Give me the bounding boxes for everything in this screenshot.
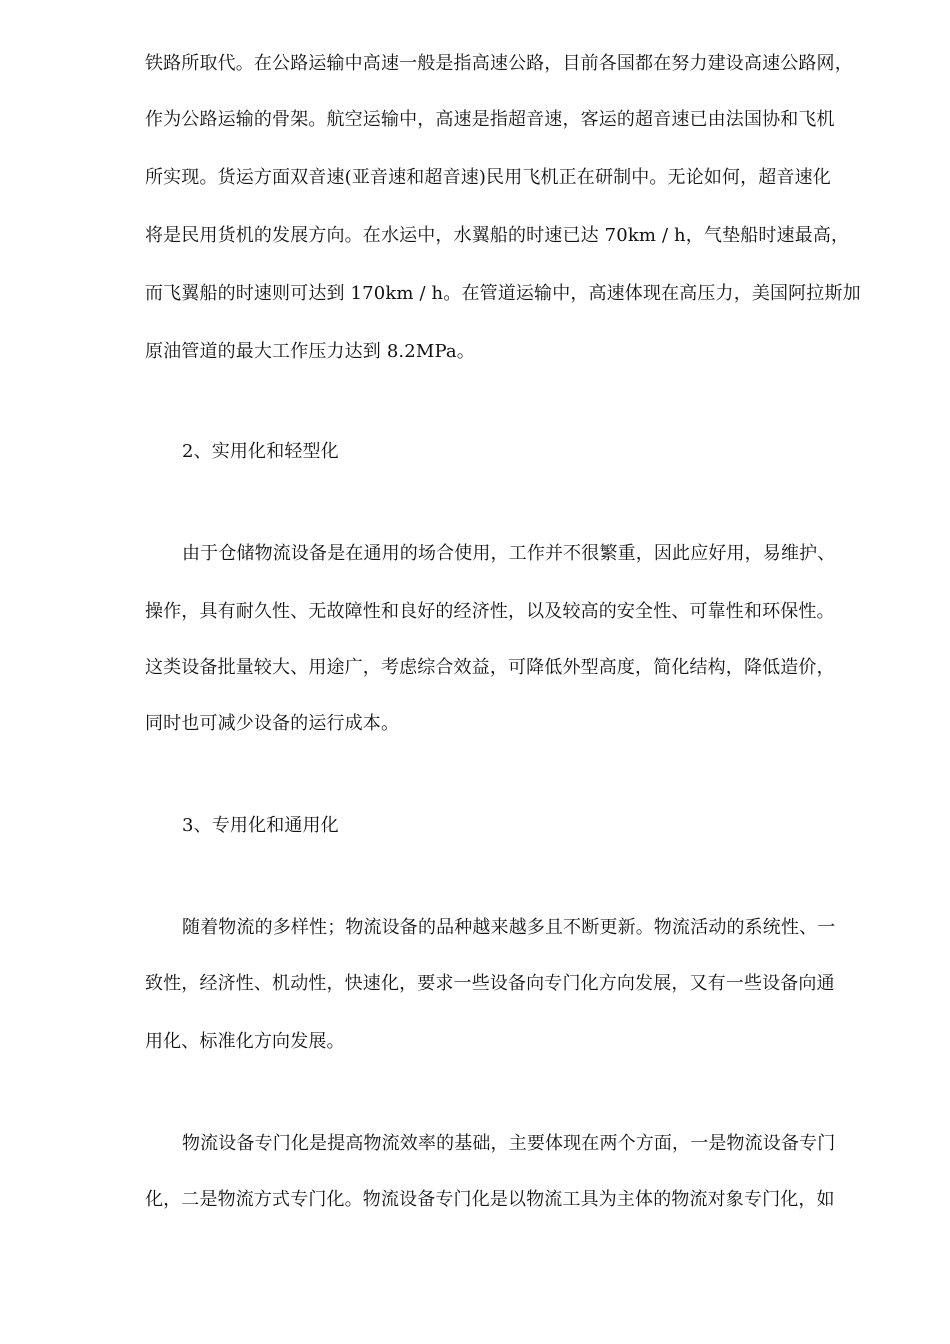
paragraph-1-line-5: 而飞翼船的时速则可达到 170km / h。在管道运输中，高速体现在高压力，美国阿拉斯加 — [145, 283, 861, 304]
paragraph-4-line-1: 物流设备专门化是提高物流效率的基础，主要体现在两个方面，一是物流设备专门 — [182, 1133, 836, 1154]
paragraph-3-line-1: 随着物流的多样性；物流设备的品种越来越多且不断更新。物流活动的系统性、一 — [182, 917, 836, 938]
paragraph-1-line-4: 将是民用货机的发展方向。在水运中，水翼船的时速已达 70km / h，气垫船时速最高， — [145, 225, 850, 246]
paragraph-1-line-3: 所实现。货运方面双音速(亚音速和超音速)民用飞机正在研制中。无论如何，超音速化 — [145, 167, 831, 188]
paragraph-4-line-2: 化，二是物流方式专门化。物流设备专门化是以物流工具为主体的物流对象专门化，如 — [145, 1189, 835, 1210]
section-heading-2: 2、实用化和轻型化 — [182, 441, 339, 462]
paragraph-2-line-3: 这类设备批量较大、用途广，考虑综合效益，可降低外型高度，简化结构，降低造价， — [145, 657, 835, 678]
paragraph-2-line-1: 由于仓储物流设备是在通用的场合使用，工作并不很繁重，因此应好用，易维护、 — [182, 543, 836, 564]
paragraph-2-line-4: 同时也可减少设备的运行成本。 — [145, 713, 400, 734]
paragraph-1-line-1: 铁路所取代。在公路运输中高速一般是指高速公路，目前各国都在努力建设高速公路网， — [145, 53, 853, 74]
section-heading-3: 3、专用化和通用化 — [182, 815, 339, 836]
paragraph-3-line-3: 用化、标准化方向发展。 — [145, 1031, 345, 1052]
paragraph-1-line-6: 原油管道的最大工作压力达到 8.2MPa。 — [145, 341, 475, 362]
paragraph-3-line-2: 致性，经济性、机动性，快速化，要求一些设备向专门化方向发展，又有一些设备向通 — [145, 973, 835, 994]
paragraph-1-line-2: 作为公路运输的骨架。航空运输中，高速是指超音速，客运的超音速已由法国协和飞机 — [145, 109, 835, 130]
paragraph-2-line-2: 操作，具有耐久性、无故障性和良好的经济性，以及较高的安全性、可靠性和环保性。 — [145, 601, 835, 622]
